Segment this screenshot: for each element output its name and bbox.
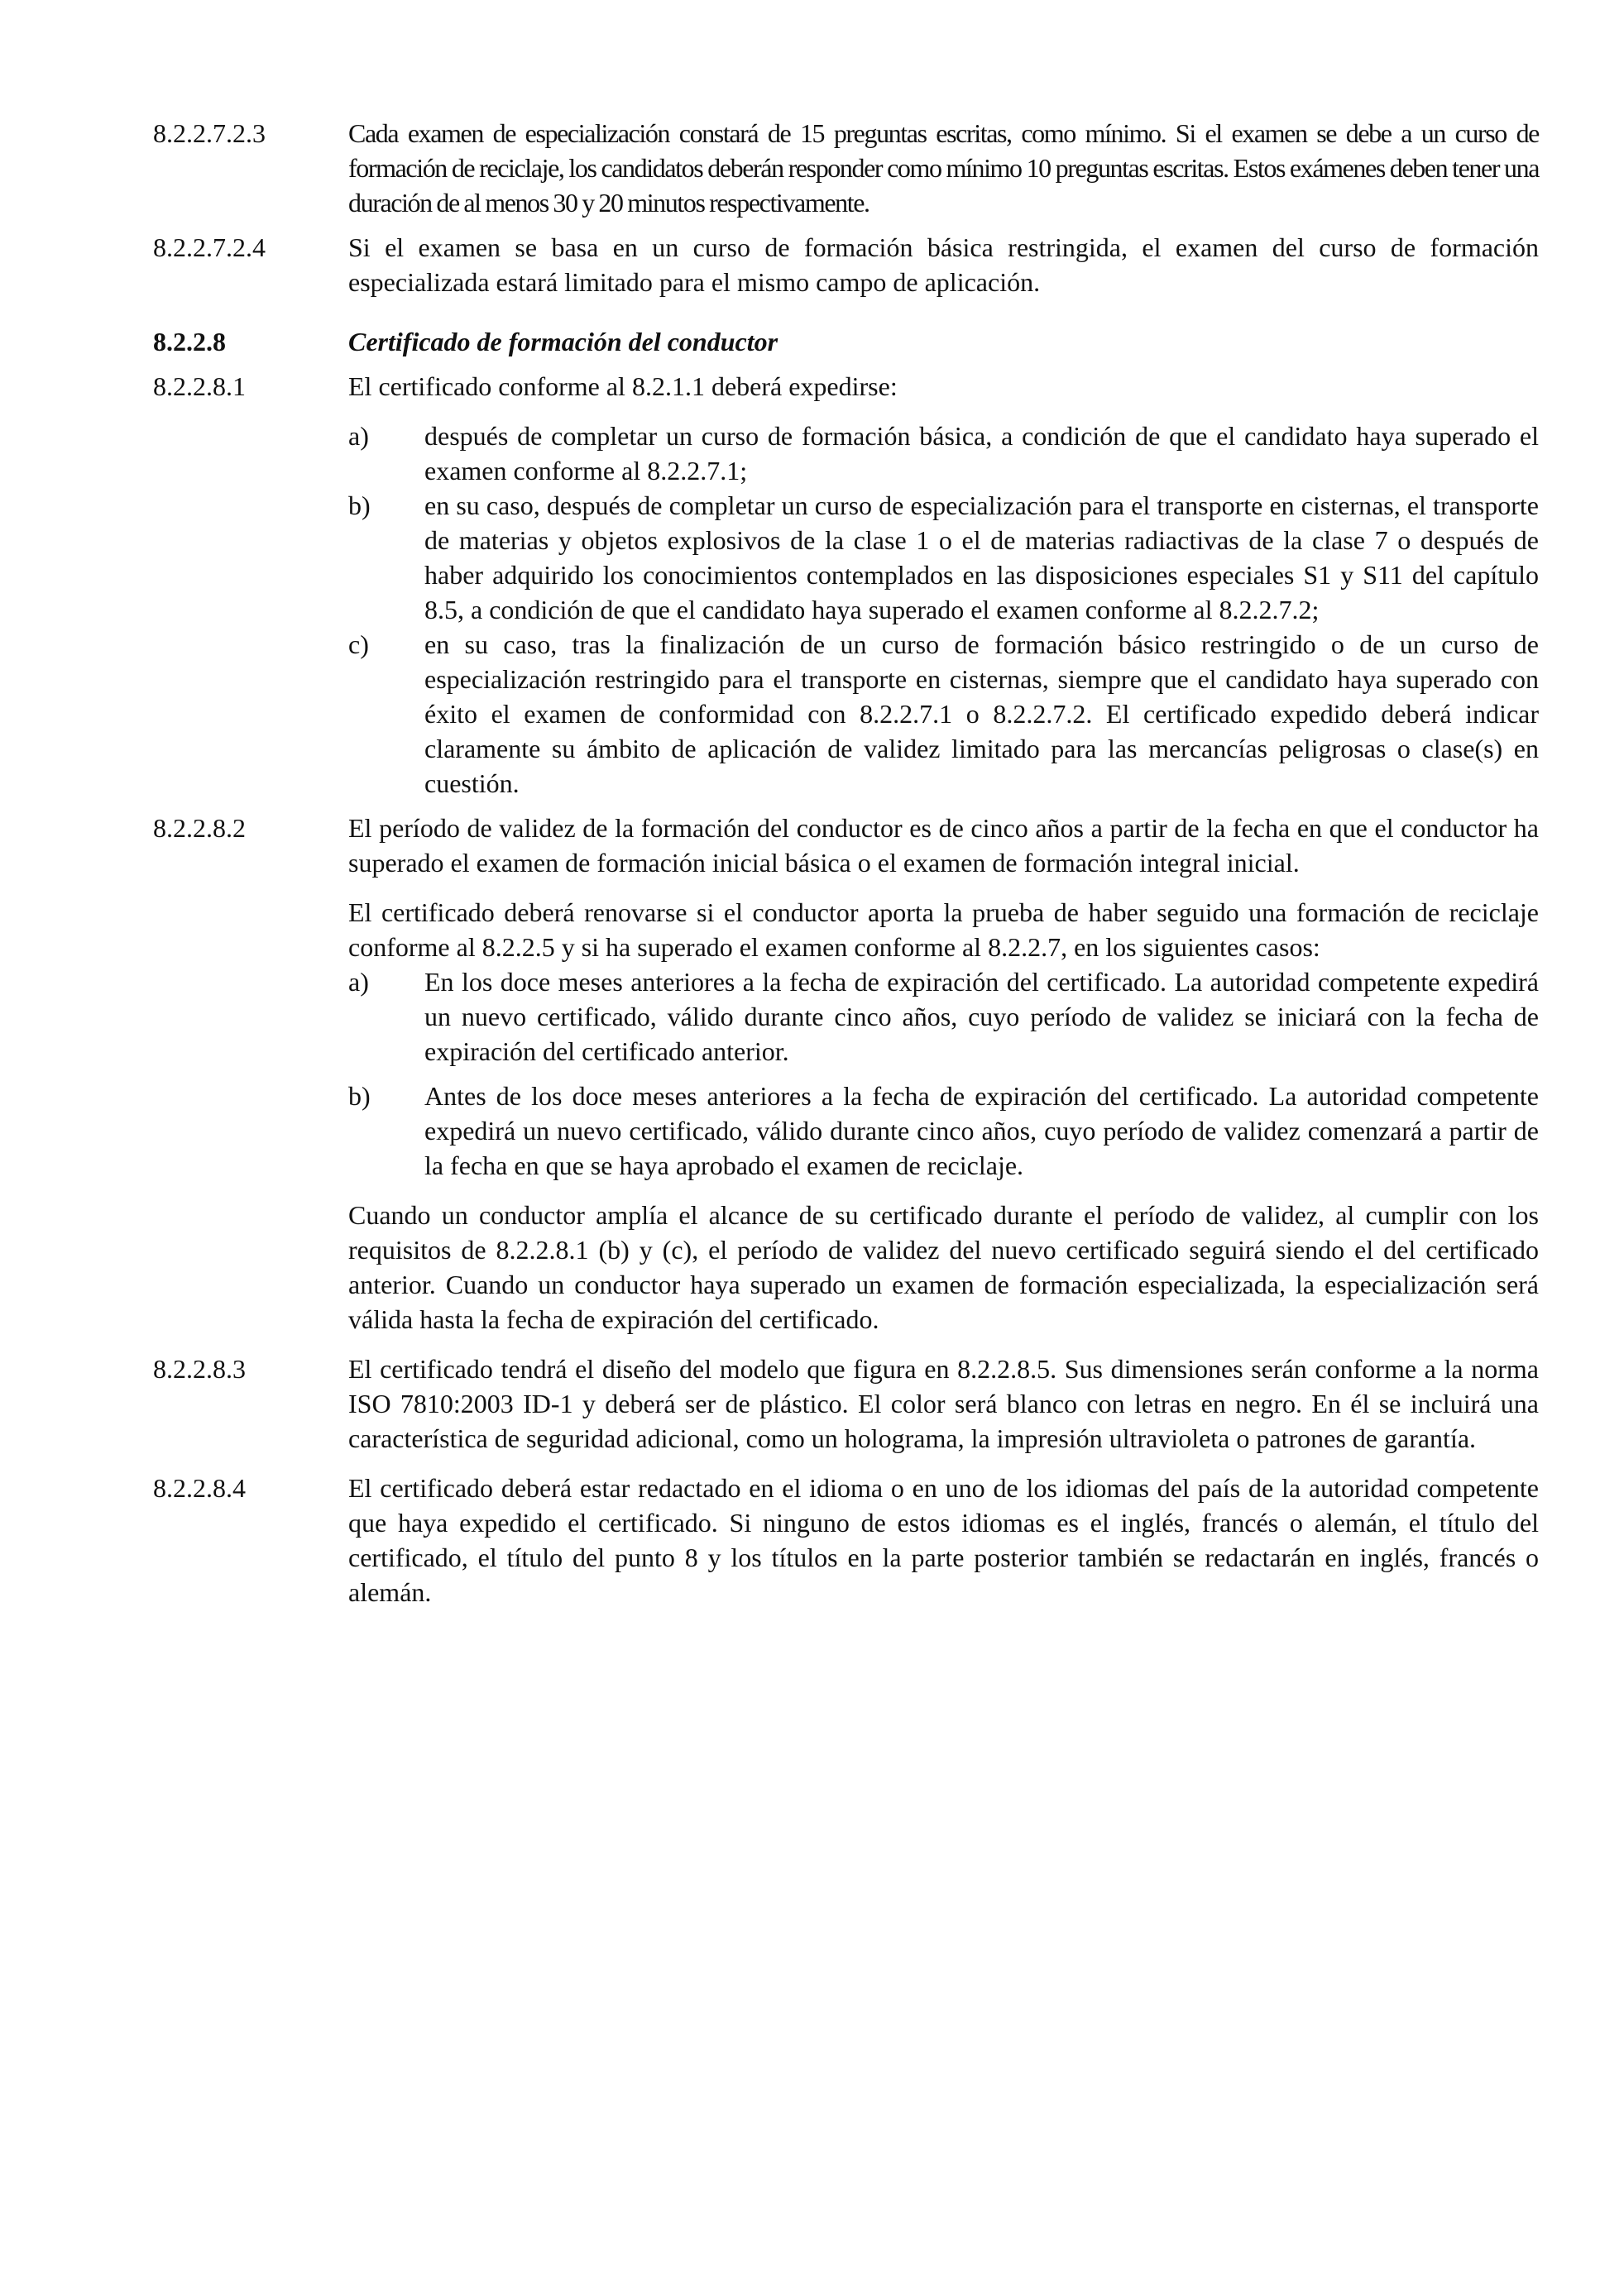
list-item <box>348 627 1539 801</box>
section-heading-8-2-2-8 <box>153 324 1539 359</box>
clause-paragraph: El certificado deberá renovarse si el conductor aporta la prueba de haber seguido una formación de reciclaje conforme al 8.2.2.5 y si ha superado el examen conforme al 8.2.2.7, en los siguientes casos: <box>348 897 1539 962</box>
list-item-letter: a) <box>348 421 369 451</box>
clause-list <box>348 964 1539 1183</box>
list-item <box>348 419 1539 488</box>
clause-8-2-2-7-2-3 <box>153 116 1539 220</box>
section-title: Certificado de formación del conductor <box>348 327 778 356</box>
list-item-letter: b) <box>348 1081 371 1111</box>
clause-number: 8.2.2.8.1 <box>153 371 246 401</box>
clause-number: 8.2.2.7.2.3 <box>153 118 266 148</box>
clause-list <box>348 419 1539 801</box>
list-item-letter: a) <box>348 967 369 997</box>
list-item-text: en su caso, tras la finalización de un curso de formación básico restringido o de un curso de especialización restringido para el transporte en cisternas, siempre que el candidato haya superado con éxito el examen de conformidad con 8.2.2.7.1 o 8.2.2.7.2. El certificado expedido deberá indicar claramente su ámbito de aplicación de validez limitado para las mercancías peligrosas o clase(s) en cuestión. <box>424 629 1539 798</box>
section-number: 8.2.2.8 <box>153 327 226 356</box>
list-item-letter: c) <box>348 629 369 659</box>
list-item <box>348 488 1539 627</box>
clause-8-2-2-8-1 <box>153 369 1539 801</box>
clause-8-2-2-7-2-4 <box>153 230 1539 299</box>
clause-text: El certificado deberá estar redactado en el idioma o en uno de los idiomas del país de la autoridad competente que haya expedido el certificado. Si ninguno de estos idiomas es el inglés, francés o alemán, el título del certificado, el título del punto 8 y los títulos en la parte posterior también se redactarán en inglés, francés o alemán. <box>348 1473 1539 1607</box>
clause-number: 8.2.2.7.2.4 <box>153 232 266 262</box>
clause-text: Cada examen de especialización constará de 15 preguntas escritas, como mínimo. Si el examen se debe a un curso de formación de reciclaje, los candidatos deberán responder como mínimo 10 preguntas escritas. Estos exámenes deben tener una duración de al menos 30 y 20 minutos respectivamente. <box>348 118 1539 218</box>
clause-text: Si el examen se basa en un curso de formación básica restringida, el examen del curso de formación especializada estará limitado para el mismo campo de aplicación. <box>348 232 1539 297</box>
clause-paragraph: El período de validez de la formación del conductor es de cinco años a partir de la fecha en que el conductor ha superado el examen de formación inicial básica o el examen de formación integral inicial. <box>348 813 1539 878</box>
clause-number: 8.2.2.8.2 <box>153 813 246 843</box>
list-item-letter: b) <box>348 490 371 520</box>
list-item-text: después de completar un curso de formación básica, a condición de que el candidato haya superado el examen conforme al 8.2.2.7.1; <box>424 421 1539 486</box>
list-item <box>348 1079 1539 1183</box>
clause-number: 8.2.2.8.3 <box>153 1354 246 1384</box>
list-item-text: Antes de los doce meses anteriores a la fecha de expiración del certificado. La autoridad competente expedirá un nuevo certificado, válido durante cinco años, cuyo período de validez comenzará a partir de la fecha en que se haya aprobado el examen de reciclaje. <box>424 1081 1539 1180</box>
document-page <box>153 116 1539 1610</box>
clause-8-2-2-8-3 <box>153 1351 1539 1456</box>
list-item <box>348 964 1539 1069</box>
clause-number: 8.2.2.8.4 <box>153 1473 246 1503</box>
clause-8-2-2-8-2 <box>153 811 1539 1337</box>
clause-8-2-2-8-4 <box>153 1471 1539 1610</box>
clause-intro: El certificado conforme al 8.2.1.1 deberá expedirse: <box>348 371 898 401</box>
clause-text: El certificado tendrá el diseño del modelo que figura en 8.2.2.8.5. Sus dimensiones serán conforme a la norma ISO 7810:2003 ID-1 y deberá ser de plástico. El color será blanco con letras en negro. En él se incluirá una característica de seguridad adicional, como un holograma, la impresión ultravioleta o patrones de garantía. <box>348 1354 1539 1453</box>
list-item-text: En los doce meses anteriores a la fecha de expiración del certificado. La autoridad competente expedirá un nuevo certificado, válido durante cinco años, cuyo período de validez se iniciará con la fecha de expiración del certificado anterior. <box>424 967 1539 1066</box>
clause-paragraph: Cuando un conductor amplía el alcance de su certificado durante el período de validez, al cumplir con los requisitos de 8.2.2.8.1 (b) y (c), el período de validez del nuevo certificado seguirá siendo el del certificado anterior. Cuando un conductor haya superado un examen de formación especializada, la especialización será válida hasta la fecha de expiración del certificado. <box>348 1200 1539 1334</box>
list-item-text: en su caso, después de completar un curso de especialización para el transporte en cisternas, el transporte de materias y objetos explosivos de la clase 1 o el de materias radiactivas de la clase 7 o después de haber adquirido los conocimientos contemplados en las disposiciones especiales S1 y S11 del capítulo 8.5, a condición de que el candidato haya superado el examen conforme al 8.2.2.7.2; <box>424 490 1539 624</box>
